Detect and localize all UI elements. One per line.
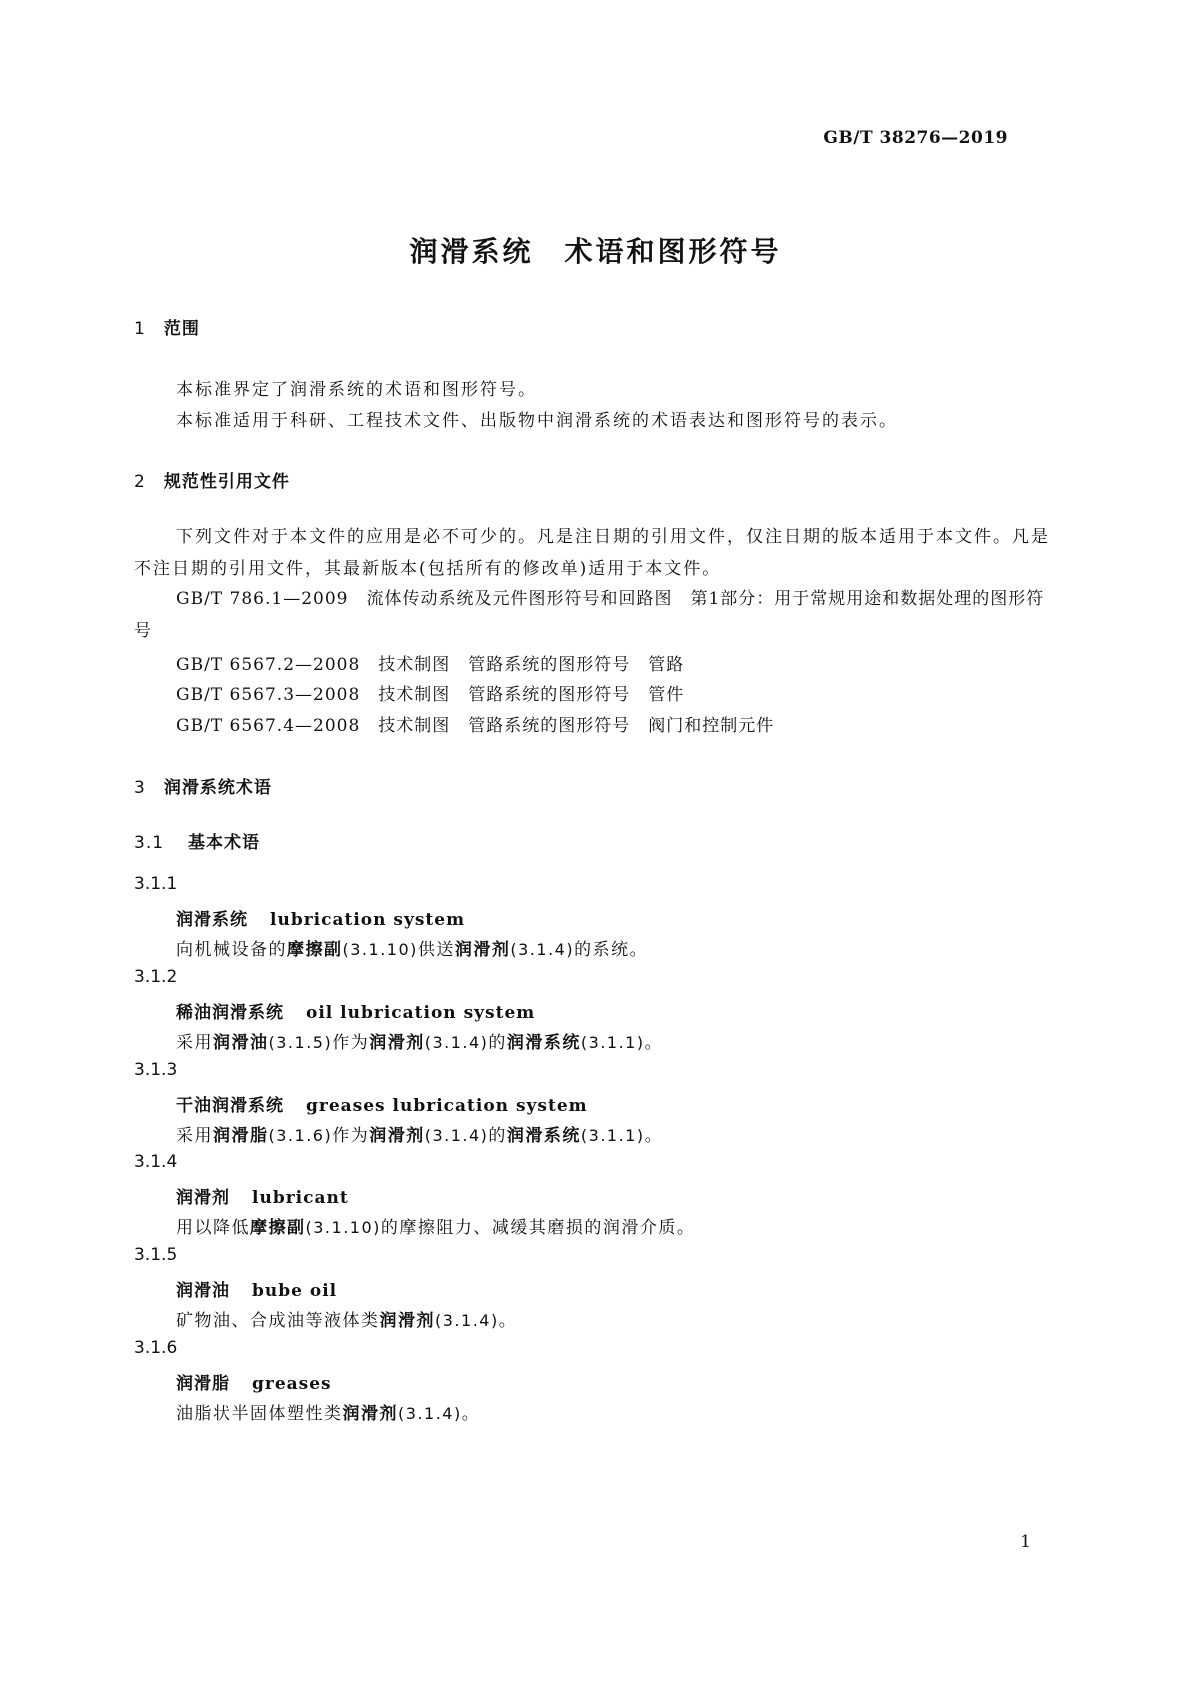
- cross-reference: (3.1.10): [305, 1218, 381, 1238]
- definition-text: 的系统。: [574, 940, 649, 960]
- term-english: lubricant: [252, 1188, 349, 1209]
- term-heading: [176, 905, 465, 930]
- term-definition: [176, 1399, 480, 1424]
- term-definition: [176, 1121, 663, 1146]
- cross-reference: (3.1.6): [268, 1125, 333, 1145]
- scope-paragraph: 本标准界定了润滑系统的术语和图形符号。: [176, 380, 537, 400]
- term-chinese: 润滑脂: [176, 1374, 230, 1394]
- cross-reference: (3.1.4): [424, 1125, 489, 1145]
- section-number: 3: [134, 778, 146, 798]
- cross-reference: (3.1.1): [580, 1032, 645, 1052]
- term-definition: [176, 1028, 663, 1053]
- term-definition: [176, 1213, 695, 1238]
- term-link: 润滑剂: [342, 1404, 398, 1424]
- subsection-number: 3.1: [134, 833, 165, 853]
- term-link: 润滑剂: [454, 940, 511, 960]
- reference-item: GB/T 786.1—2009 流体传动系统及元件图形符号和回路图 第1部分：用于常规用途和数据处理的图形符号: [134, 589, 1045, 641]
- term-heading: [176, 1091, 588, 1116]
- section-2-heading: [134, 467, 290, 492]
- section-title: 范围: [163, 319, 200, 339]
- term-heading: [176, 1369, 332, 1394]
- definition-text: 采用: [176, 1032, 213, 1053]
- section-title: 规范性引用文件: [163, 472, 290, 492]
- cross-reference: (3.1.10): [342, 940, 418, 959]
- term-chinese: 干油润滑系统: [176, 1095, 284, 1116]
- term-link: 润滑油: [213, 1032, 269, 1053]
- section-3-heading: [134, 773, 272, 798]
- term-link: 润滑脂: [213, 1125, 269, 1146]
- term-chinese: 润滑剂: [176, 1188, 230, 1209]
- definition-text: 采用: [176, 1125, 213, 1146]
- term-english: lubrication system: [270, 910, 466, 930]
- definition-text: 。: [498, 1311, 518, 1332]
- page-number: 1: [1020, 1532, 1031, 1552]
- definition-text: 油脂状半固体塑性类: [176, 1404, 343, 1424]
- cross-reference: (3.1.4): [435, 1311, 499, 1331]
- reference-item: GB/T 6567.3—2008 技术制图 管路系统的图形符号 管件: [176, 685, 685, 705]
- term-number: 3.1.5: [134, 1245, 178, 1266]
- term-heading: [176, 1276, 337, 1301]
- definition-text: 用以降低: [176, 1218, 250, 1239]
- document-title: 润滑系统 术语和图形符号: [409, 235, 782, 268]
- term-link: 摩擦副: [250, 1218, 306, 1239]
- term-heading: [176, 998, 535, 1023]
- term-link: 摩擦副: [287, 940, 343, 960]
- term-english: greases lubrication system: [306, 1095, 588, 1116]
- term-number: 3.1.6: [134, 1338, 178, 1358]
- section-number: 2: [134, 472, 146, 492]
- reference-item: GB/T 6567.2—2008 技术制图 管路系统的图形符号 管路: [176, 655, 685, 675]
- section-1-heading: [134, 314, 200, 339]
- cross-reference: (3.1.5): [268, 1032, 333, 1052]
- term-chinese: 润滑油: [176, 1281, 230, 1302]
- term-heading: [176, 1183, 349, 1208]
- term-link: 润滑剂: [379, 1311, 435, 1332]
- term-english: greases: [252, 1374, 332, 1394]
- term-chinese: 稀油润滑系统: [176, 1002, 284, 1023]
- subsection-title: 基本术语: [188, 833, 261, 853]
- definition-text: 的: [488, 1032, 507, 1053]
- cross-reference: (3.1.4): [398, 1404, 462, 1423]
- definition-text: 。: [644, 1125, 664, 1146]
- term-english: bube oil: [252, 1281, 338, 1302]
- term-number: 3.1.4: [134, 1152, 178, 1173]
- definition-text: 。: [644, 1032, 664, 1053]
- standard-number: GB/T 38276—2019: [823, 128, 1008, 148]
- definition-text: 矿物油、合成油等液体类: [176, 1311, 380, 1332]
- section-title: 润滑系统术语: [163, 778, 272, 798]
- cross-reference: (3.1.4): [510, 940, 575, 959]
- cross-reference: (3.1.1): [580, 1125, 645, 1145]
- term-definition: [176, 935, 648, 960]
- term-link: 润滑剂: [369, 1032, 425, 1053]
- term-link: 润滑系统: [506, 1125, 581, 1146]
- term-number: 3.1.2: [134, 966, 178, 987]
- norm-refs-intro: 下列文件对于本文件的应用是必不可少的。凡是注日期的引用文件，仅注日期的版本适用于本文件。凡是不注日期的引用文件，其最新版本(包括所有的修改单)适用于本文件。: [134, 527, 1050, 579]
- reference-item: GB/T 6567.4—2008 技术制图 管路系统的图形符号 阀门和控制元件: [176, 716, 775, 736]
- term-link: 润滑剂: [369, 1125, 425, 1146]
- definition-text: 供送: [417, 940, 455, 960]
- definition-text: 。: [461, 1404, 481, 1424]
- scope-paragraph: 本标准适用于科研、工程技术文件、出版物中润滑系统的术语表达和图形符号的表示。: [176, 411, 898, 431]
- subsection-heading: [134, 828, 260, 853]
- term-link: 润滑系统: [506, 1032, 581, 1053]
- term-definition: [176, 1306, 517, 1331]
- term-chinese: 润滑系统: [176, 910, 248, 930]
- definition-text: 作为: [332, 1032, 370, 1053]
- section-number: 1: [134, 319, 146, 339]
- cross-reference: (3.1.4): [424, 1032, 489, 1052]
- definition-text: 向机械设备的: [176, 940, 287, 960]
- definition-text: 的: [488, 1125, 507, 1146]
- term-number: 3.1.3: [134, 1059, 178, 1080]
- term-english: oil lubrication system: [306, 1002, 536, 1023]
- term-number: 3.1.1: [134, 874, 178, 894]
- definition-text: 的摩擦阻力、减缓其磨损的润滑介质。: [380, 1218, 696, 1239]
- definition-text: 作为: [332, 1125, 370, 1146]
